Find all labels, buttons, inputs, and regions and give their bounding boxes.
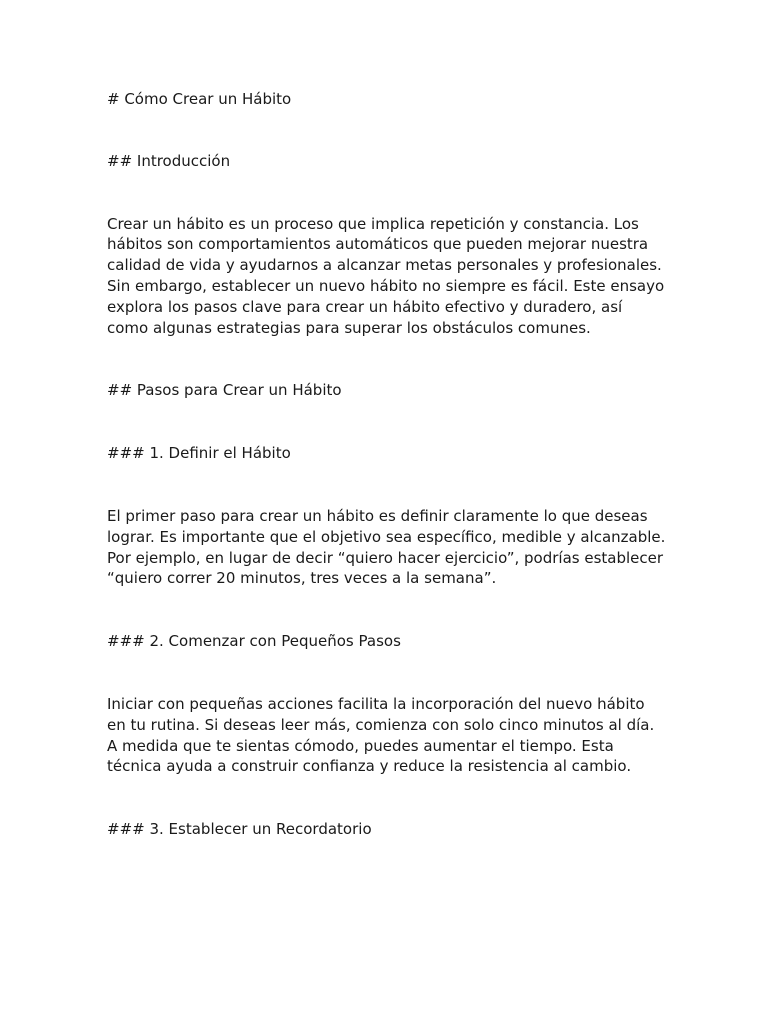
step1-heading: ### 1. Definir el Hábito: [107, 444, 291, 463]
intro-paragraph: Crear un hábito es un proceso que implica repetición y constancia. Los hábitos son comportamientos automáticos que pueden mejorar nuestra calidad de vida y ayudarnos a alcanzar metas personales y profesionales. Sin embargo, establecer un nuevo hábito no siempre es fácil. Este ensayo explora los pasos clave para crear un hábito efectivo y duradero, así como algunas estrategias para superar los obstáculos comunes.: [107, 214, 665, 337]
document-title: # Cómo Crear un Hábito: [107, 90, 292, 108]
intro-heading: ## Introducción: [107, 151, 231, 170]
document-body: [107, 89, 667, 840]
steps-heading: ## Pasos para Crear un Hábito: [107, 381, 342, 400]
step3-heading: ### 3. Establecer un Recordatorio: [107, 820, 372, 839]
step2-heading: ### 2. Comenzar con Pequeños Pasos: [107, 632, 401, 651]
step2-paragraph: Iniciar con pequeñas acciones facilita la incorporación del nuevo hábito en tu rutina. Si deseas leer más, comienza con solo cinco minutos al día. A medida que te sientas cómodo, puedes aumentar el tiempo. Esta técnica ayuda a construir confianza y reduce la resistencia al cambio.: [107, 694, 655, 776]
step1-paragraph: El primer paso para crear un hábito es definir claramente lo que deseas lograr. Es importante que el objetivo sea específico, medible y alcanzable. Por ejemplo, en lugar de decir “quiero hacer ejercicio”, podrías establecer “quiero correr 20 minutos, tres veces a la semana”.: [107, 506, 666, 588]
